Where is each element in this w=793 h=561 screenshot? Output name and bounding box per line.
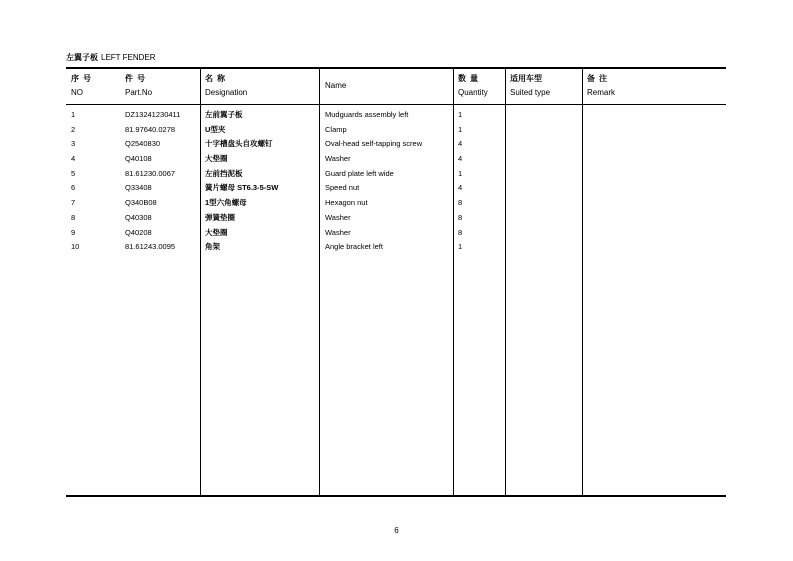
cell-part-no: 81.61243.0095 (125, 242, 176, 252)
cell-no: 4 (71, 154, 76, 164)
header-quantity-zh: 数量 (458, 74, 482, 83)
cell-no: 1 (71, 110, 76, 119)
cell-part-no: Q2540830 (125, 139, 161, 149)
cell-quantity: 8 (458, 212, 463, 222)
cell-quantity: 8 (458, 198, 463, 208)
cell-name: Oval-head self-tapping screw (325, 139, 423, 149)
cell-designation: 左前翼子板 (205, 110, 243, 119)
header-designation (205, 72, 247, 100)
cell-quantity: 1 (458, 124, 463, 134)
table-row (66, 137, 726, 152)
header-designation-en: Designation (205, 88, 248, 97)
header-name (325, 81, 346, 90)
cell-no: 7 (71, 198, 76, 208)
cell-no: 10 (71, 242, 80, 252)
cell-part-no: 81.61230.0067 (125, 168, 176, 178)
header-suited-type-zh: 适用车型 (510, 74, 542, 83)
header-remark (587, 72, 615, 100)
page-title-zh: 左翼子板 (66, 53, 98, 62)
cell-part-no: DZ13241230411 (125, 110, 181, 119)
header-remark-en: Remark (587, 88, 616, 97)
cell-part-no: Q40108 (125, 154, 152, 164)
table-bottom-rule (66, 495, 726, 497)
cell-no: 5 (71, 168, 76, 178)
cell-part-no: Q40208 (125, 227, 152, 237)
cell-name: Washer (325, 227, 351, 237)
table-top-rule (66, 67, 726, 69)
table-row (66, 123, 726, 138)
header-quantity (458, 72, 488, 100)
header-designation-zh: 名称 (205, 74, 229, 83)
table-row (66, 108, 726, 123)
cell-part-no: Q40308 (125, 212, 152, 222)
cell-quantity: 4 (458, 183, 463, 193)
table-row (66, 240, 726, 255)
page-number: 6 (394, 526, 399, 535)
table-row (66, 211, 726, 226)
cell-quantity: 4 (458, 139, 463, 149)
header-name-en: Name (325, 81, 347, 90)
cell-name: Clamp (325, 124, 347, 134)
cell-designation: 角架 (205, 242, 220, 252)
cell-no: 6 (71, 183, 76, 193)
header-no-en: NO (71, 88, 83, 97)
parts-table (66, 67, 726, 497)
cell-name: Speed nut (325, 183, 360, 193)
cell-designation: 大垫圈 (205, 227, 228, 237)
header-suited-type-en: Suited type (510, 88, 551, 97)
cell-name: Hexagon nut (325, 198, 368, 208)
table-header-rule (66, 104, 726, 105)
header-suited-type (510, 72, 550, 100)
cell-designation: 簧片螺母 ST6.3-5-SW (205, 183, 279, 193)
table-row (66, 152, 726, 167)
header-part-no-zh: 件号 (125, 74, 149, 83)
header-no-zh: 序号 (71, 74, 95, 83)
cell-name: Guard plate left wide (325, 168, 394, 178)
cell-quantity: 4 (458, 154, 463, 164)
cell-quantity: 1 (458, 168, 463, 178)
page-title (66, 52, 156, 63)
header-no (71, 72, 95, 100)
cell-designation: 左前挡泥板 (205, 168, 243, 178)
cell-quantity: 1 (458, 110, 463, 119)
table-row (66, 226, 726, 241)
header-part-no (125, 72, 152, 100)
header-quantity-en: Quantity (458, 88, 488, 97)
cell-name: Angle bracket left (325, 242, 383, 252)
cell-no: 8 (71, 212, 76, 222)
cell-no: 9 (71, 227, 76, 237)
header-remark-zh: 备注 (587, 74, 611, 83)
cell-designation: 十字槽盘头自攻螺钉 (205, 139, 273, 149)
page-title-en: LEFT FENDER (101, 53, 156, 62)
cell-quantity: 1 (458, 242, 463, 252)
cell-name: Mudguards assembly left (325, 110, 409, 119)
cell-part-no: 81.97640.0278 (125, 124, 176, 134)
table-row (66, 181, 726, 196)
cell-designation: 弹簧垫圈 (205, 212, 235, 222)
cell-designation: U型夹 (205, 124, 226, 134)
cell-name: Washer (325, 154, 351, 164)
cell-part-no: Q340B08 (125, 198, 157, 208)
table-row (66, 196, 726, 211)
cell-no: 2 (71, 124, 76, 134)
cell-no: 3 (71, 139, 76, 149)
table-row (66, 167, 726, 182)
cell-quantity: 8 (458, 227, 463, 237)
cell-designation: 大垫圈 (205, 154, 228, 164)
cell-name: Washer (325, 212, 351, 222)
cell-part-no: Q33408 (125, 183, 152, 193)
table-body (66, 108, 726, 255)
cell-designation: 1型六角螺母 (205, 198, 247, 208)
header-part-no-en: Part.No (125, 88, 153, 97)
